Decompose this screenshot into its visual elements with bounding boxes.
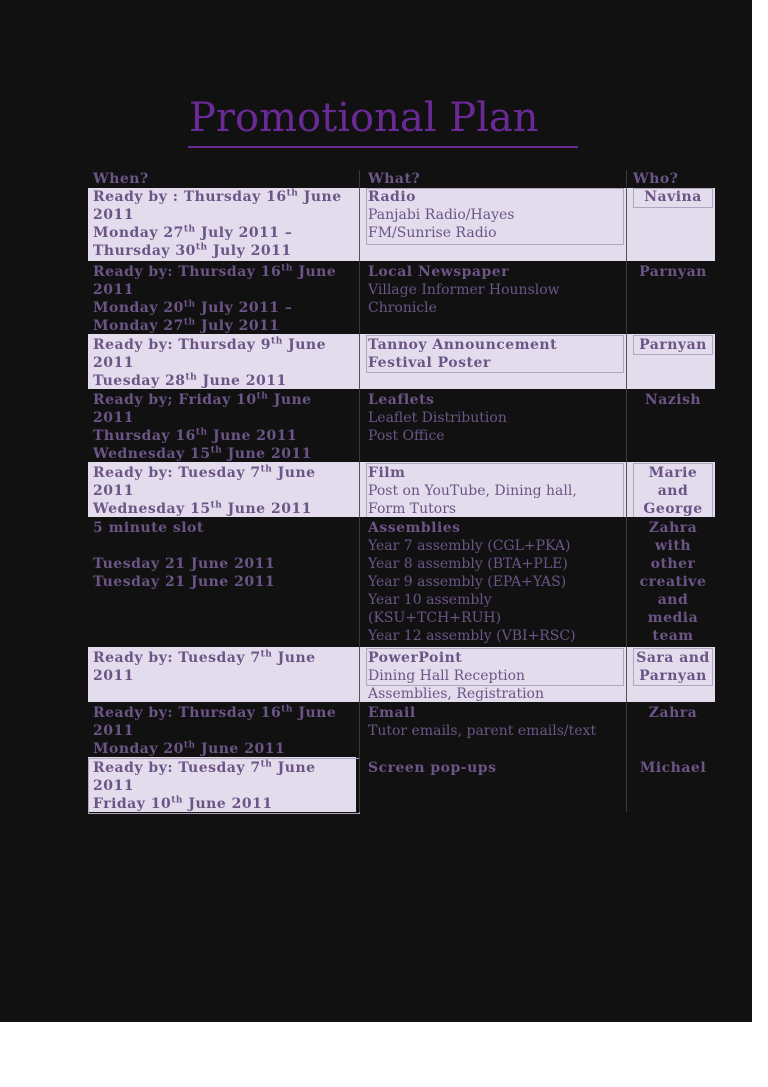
table-row bbox=[88, 389, 715, 462]
header-who: Who? bbox=[633, 171, 679, 187]
who-line: Zahra bbox=[648, 520, 698, 536]
what-title: Email bbox=[368, 705, 416, 721]
who-line: George bbox=[643, 501, 703, 517]
table-row bbox=[88, 188, 715, 261]
when-line: 2011 bbox=[93, 483, 134, 499]
who-line: and bbox=[657, 592, 689, 608]
when-line: 2011 bbox=[93, 668, 134, 684]
what-title: Local Newspaper bbox=[368, 264, 510, 280]
what-line: Leaflet Distribution bbox=[368, 410, 507, 426]
when-line: 2011 bbox=[93, 355, 134, 371]
what-line: Post on YouTube, Dining hall, bbox=[368, 483, 577, 499]
when-line: Ready by: Thursday 9th June bbox=[93, 336, 326, 353]
who-line: Marie bbox=[648, 465, 698, 481]
when-line: Thursday 16th June 2011 bbox=[93, 427, 298, 444]
what-title: PowerPoint bbox=[368, 650, 463, 666]
table-header-row bbox=[88, 170, 715, 188]
what-line: Tutor emails, parent emails/text bbox=[368, 723, 597, 739]
what-title: Festival Poster bbox=[368, 355, 491, 371]
table-row bbox=[88, 757, 715, 812]
when-line: Wednesday 15th June 2011 bbox=[93, 445, 312, 462]
what-line: Village Informer Hounslow bbox=[368, 282, 560, 298]
what-line: Year 9 assembly (EPA+YAS) bbox=[368, 574, 567, 590]
when-line: Tuesday 21 June 2011 bbox=[93, 574, 276, 590]
when-line: Monday 20th June 2011 bbox=[93, 740, 286, 757]
who-line: Michael bbox=[639, 760, 707, 776]
what-title: Leaflets bbox=[368, 392, 435, 408]
when-line: Thursday 30th July 2011 bbox=[93, 242, 292, 259]
what-line: Year 12 assembly (VBI+RSC) bbox=[368, 628, 576, 644]
who-line: with bbox=[654, 538, 691, 554]
what-line: Year 8 assembly (BTA+PLE) bbox=[368, 556, 568, 572]
when-line: Friday 10th June 2011 bbox=[93, 795, 273, 812]
what-title: Tannoy Announcement bbox=[368, 337, 558, 353]
header-when: When? bbox=[93, 171, 149, 187]
who-line: Parnyan bbox=[639, 337, 707, 353]
when-line: 5 minute slot bbox=[93, 520, 204, 536]
what-title: Radio bbox=[368, 189, 416, 205]
what-line: Post Office bbox=[368, 428, 445, 444]
header-what: What? bbox=[368, 171, 421, 187]
table-row bbox=[88, 334, 715, 389]
when-line: 2011 bbox=[93, 282, 134, 298]
what-title: Film bbox=[368, 465, 406, 481]
when-line: 2011 bbox=[93, 207, 134, 223]
when-line: Monday 20th July 2011 – bbox=[93, 299, 293, 316]
what-line: FM/Sunrise Radio bbox=[368, 225, 497, 241]
who-line: other bbox=[650, 556, 696, 572]
who-line: Nazish bbox=[644, 392, 702, 408]
what-line: Year 7 assembly (CGL+PKA) bbox=[368, 538, 571, 554]
when-line: Ready by: Tuesday 7th June bbox=[93, 464, 316, 481]
when-line: Ready by; Friday 10th June bbox=[93, 391, 312, 408]
when-line: 2011 bbox=[93, 410, 134, 426]
table-row bbox=[88, 702, 715, 757]
what-title: Assemblies bbox=[368, 520, 461, 536]
table-row bbox=[88, 261, 715, 334]
what-line: Form Tutors bbox=[368, 501, 457, 517]
when-line: Ready by : Thursday 16th June bbox=[93, 188, 342, 205]
when-line: Tuesday 28th June 2011 bbox=[93, 372, 287, 389]
who-line: Parnyan bbox=[639, 668, 707, 684]
who-line: creative bbox=[639, 574, 707, 590]
when-line: Ready by: Thursday 16th June bbox=[93, 263, 337, 280]
who-line: team bbox=[652, 628, 694, 644]
who-line: Sara and bbox=[636, 650, 710, 666]
what-title: Screen pop-ups bbox=[368, 760, 497, 776]
when-line: Ready by: Thursday 16th June bbox=[93, 704, 337, 721]
what-line: Panjabi Radio/Hayes bbox=[368, 207, 515, 223]
when-line: Ready by: Tuesday 7th June bbox=[93, 649, 316, 666]
page-title: Promotional Plan bbox=[189, 95, 539, 141]
who-line: media bbox=[647, 610, 699, 626]
when-line: Wednesday 15th June 2011 bbox=[93, 500, 312, 517]
title-underline bbox=[188, 146, 578, 148]
who-line: Navina bbox=[644, 189, 702, 205]
what-line: Dining Hall Reception bbox=[368, 668, 526, 684]
who-line: Parnyan bbox=[639, 264, 707, 280]
when-line: Monday 27th July 2011 bbox=[93, 317, 280, 334]
table-row bbox=[88, 517, 715, 647]
table-row bbox=[88, 647, 715, 702]
what-line: Assemblies, Registration bbox=[368, 686, 544, 702]
table-row bbox=[88, 462, 715, 517]
when-line: 2011 bbox=[93, 778, 134, 794]
what-line: Chronicle bbox=[368, 300, 437, 316]
when-line: 2011 bbox=[93, 723, 134, 739]
who-line: Zahra bbox=[648, 705, 698, 721]
when-line: Monday 27th July 2011 – bbox=[93, 224, 293, 241]
when-line: Ready by: Tuesday 7th June bbox=[93, 759, 316, 776]
when-line: Tuesday 21 June 2011 bbox=[93, 556, 276, 572]
what-line: Year 10 assembly bbox=[368, 592, 492, 608]
who-line: and bbox=[657, 483, 689, 499]
what-line: (KSU+TCH+RUH) bbox=[368, 610, 502, 626]
